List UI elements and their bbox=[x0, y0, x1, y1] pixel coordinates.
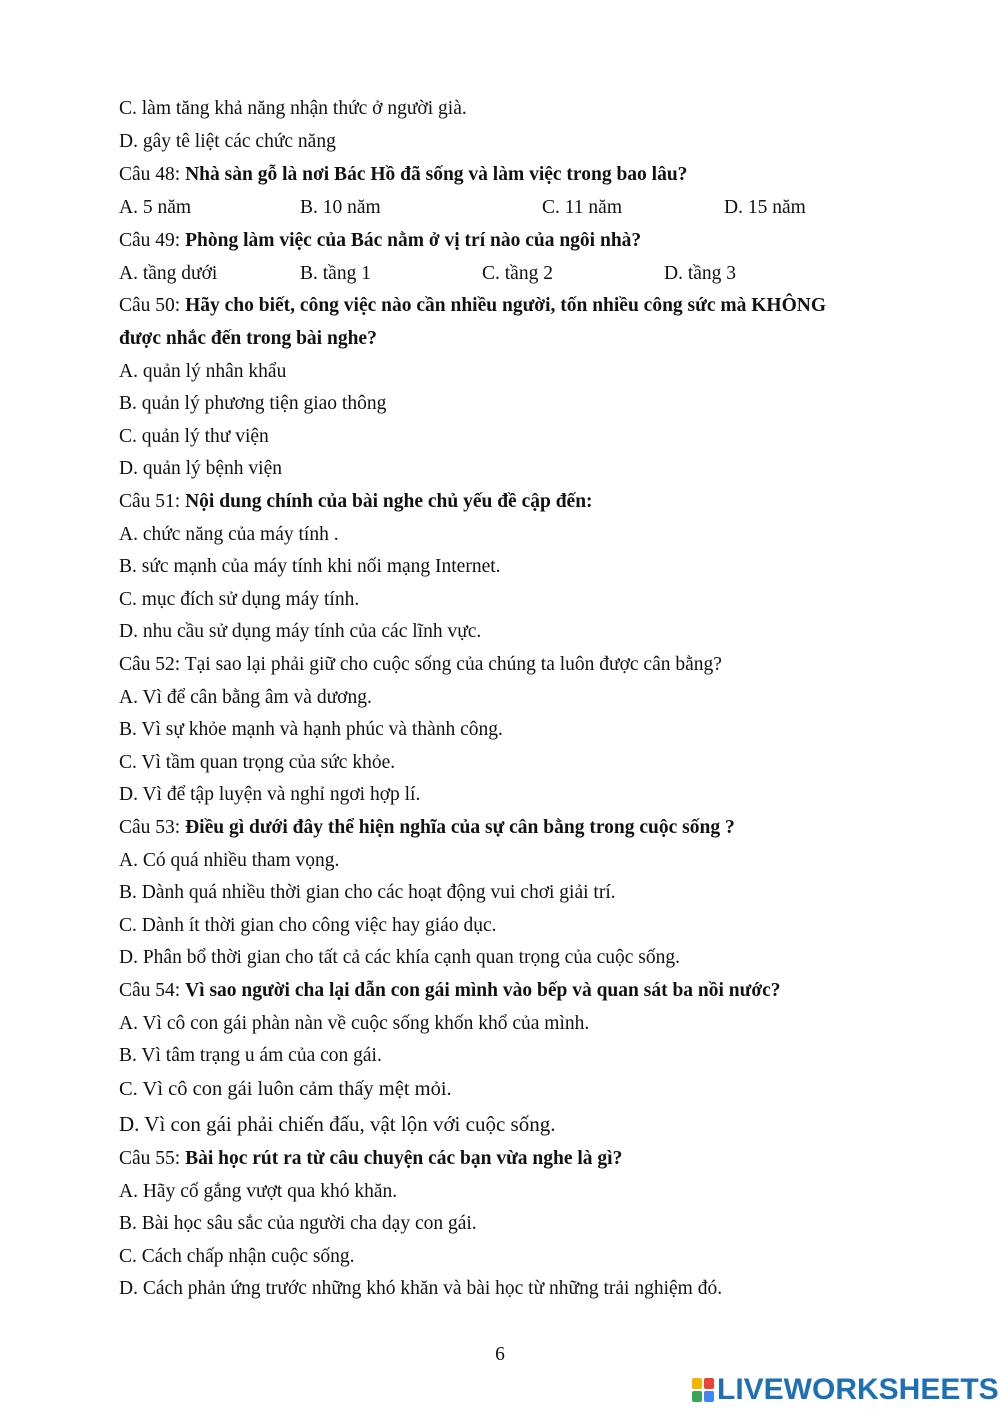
option-b-q53[interactable]: B. Dành quá nhiều thời gian cho các hoạt động vui chơi giải trí. bbox=[119, 882, 616, 903]
option-d-q53[interactable]: D. Phân bổ thời gian cho tất cả các khía cạnh quan trọng của cuộc sống. bbox=[119, 947, 681, 968]
question-54: Câu 54: Vì sao người cha lại dẫn con gái mình vào bếp và quan sát ba nồi nước? bbox=[119, 980, 781, 1001]
option-c-q48[interactable]: C. 11 năm bbox=[542, 197, 622, 218]
option-d-q49[interactable]: D. tầng 3 bbox=[664, 263, 737, 284]
option-b-q49[interactable]: B. tầng 1 bbox=[300, 263, 371, 284]
option-c-q50[interactable]: C. quản lý thư viện bbox=[119, 426, 269, 447]
question-51: Câu 51: Nội dung chính của bài nghe chủ yếu đề cập đến: bbox=[119, 491, 593, 512]
option-d-q54[interactable]: D. Vì con gái phải chiến đấu, vật lộn với cuộc sống. bbox=[119, 1112, 556, 1136]
question-50: Câu 50: Hãy cho biết, công việc nào cần nhiều người, tốn nhiều công sức mà KHÔNG bbox=[119, 295, 827, 316]
option-a-q52[interactable]: A. Vì để cân bằng âm và dương. bbox=[119, 687, 372, 708]
question-53: Câu 53: Điều gì dưới đây thể hiện nghĩa của sự cân bằng trong cuộc sống ? bbox=[119, 817, 735, 838]
page-number: 6 bbox=[495, 1344, 505, 1365]
option-c-q47: C. làm tăng khả năng nhận thức ở người già. bbox=[119, 98, 467, 119]
option-d-q55[interactable]: D. Cách phản ứng trước những khó khăn và bài học từ những trải nghiệm đó. bbox=[119, 1278, 723, 1299]
option-a-q51[interactable]: A. chức năng của máy tính . bbox=[119, 524, 339, 545]
option-b-q55[interactable]: B. Bài học sâu sắc của người cha dạy con gái. bbox=[119, 1213, 477, 1234]
option-b-q50[interactable]: B. quản lý phương tiện giao thông bbox=[119, 393, 387, 414]
question-50-cont: được nhắc đến trong bài nghe? bbox=[119, 328, 377, 349]
option-d-q47: D. gây tê liệt các chức năng bbox=[119, 131, 336, 152]
question-49: Câu 49: Phòng làm việc của Bác nằm ở vị trí nào của ngôi nhà? bbox=[119, 230, 642, 251]
option-a-q55[interactable]: A. Hãy cố gắng vượt qua khó khăn. bbox=[119, 1181, 398, 1202]
option-c-q54[interactable]: C. Vì cô con gái luôn cảm thấy mệt mỏi. bbox=[119, 1078, 452, 1100]
question-55: Câu 55: Bài học rút ra từ câu chuyện các bạn vừa nghe là gì? bbox=[119, 1148, 623, 1169]
option-c-q53[interactable]: C. Dành ít thời gian cho công việc hay giáo dục. bbox=[119, 915, 497, 936]
option-b-q51[interactable]: B. sức mạnh của máy tính khi nối mạng Internet. bbox=[119, 556, 501, 577]
option-c-q55[interactable]: C. Cách chấp nhận cuộc sống. bbox=[119, 1246, 355, 1267]
option-a-q53[interactable]: A. Có quá nhiều tham vọng. bbox=[119, 850, 340, 871]
option-d-q52[interactable]: D. Vì để tập luyện và nghỉ ngơi hợp lí. bbox=[119, 784, 421, 805]
option-c-q51[interactable]: C. mục đích sử dụng máy tính. bbox=[119, 589, 360, 610]
option-b-q52[interactable]: B. Vì sự khỏe mạnh và hạnh phúc và thành công. bbox=[119, 719, 503, 740]
option-d-q50[interactable]: D. quản lý bệnh viện bbox=[119, 458, 283, 479]
option-d-q51[interactable]: D. nhu cầu sử dụng máy tính của các lĩnh vực. bbox=[119, 621, 482, 642]
option-c-q49[interactable]: C. tầng 2 bbox=[482, 263, 553, 284]
option-c-q52[interactable]: C. Vì tầm quan trọng của sức khỏe. bbox=[119, 752, 396, 773]
option-a-q54[interactable]: A. Vì cô con gái phàn nàn về cuộc sống khốn khổ của mình. bbox=[119, 1013, 590, 1034]
option-a-q49[interactable]: A. tầng dưới bbox=[119, 263, 218, 284]
option-b-q48[interactable]: B. 10 năm bbox=[300, 197, 381, 218]
question-48: Câu 48: Nhà sàn gỗ là nơi Bác Hồ đã sống và làm việc trong bao lâu? bbox=[119, 164, 688, 185]
option-d-q48[interactable]: D. 15 năm bbox=[724, 197, 806, 218]
logo-text: LIVEWORKSHEETS bbox=[717, 1373, 999, 1406]
liveworksheets-logo-icon bbox=[692, 1378, 714, 1402]
option-b-q54[interactable]: B. Vì tâm trạng u ám của con gái. bbox=[119, 1045, 382, 1066]
liveworksheets-logo bbox=[692, 1374, 999, 1406]
question-52: Câu 52: Tại sao lại phải giữ cho cuộc sống của chúng ta luôn được cân bằng? bbox=[119, 654, 722, 675]
option-a-q48[interactable]: A. 5 năm bbox=[119, 197, 192, 218]
option-a-q50[interactable]: A. quản lý nhân khẩu bbox=[119, 361, 287, 382]
